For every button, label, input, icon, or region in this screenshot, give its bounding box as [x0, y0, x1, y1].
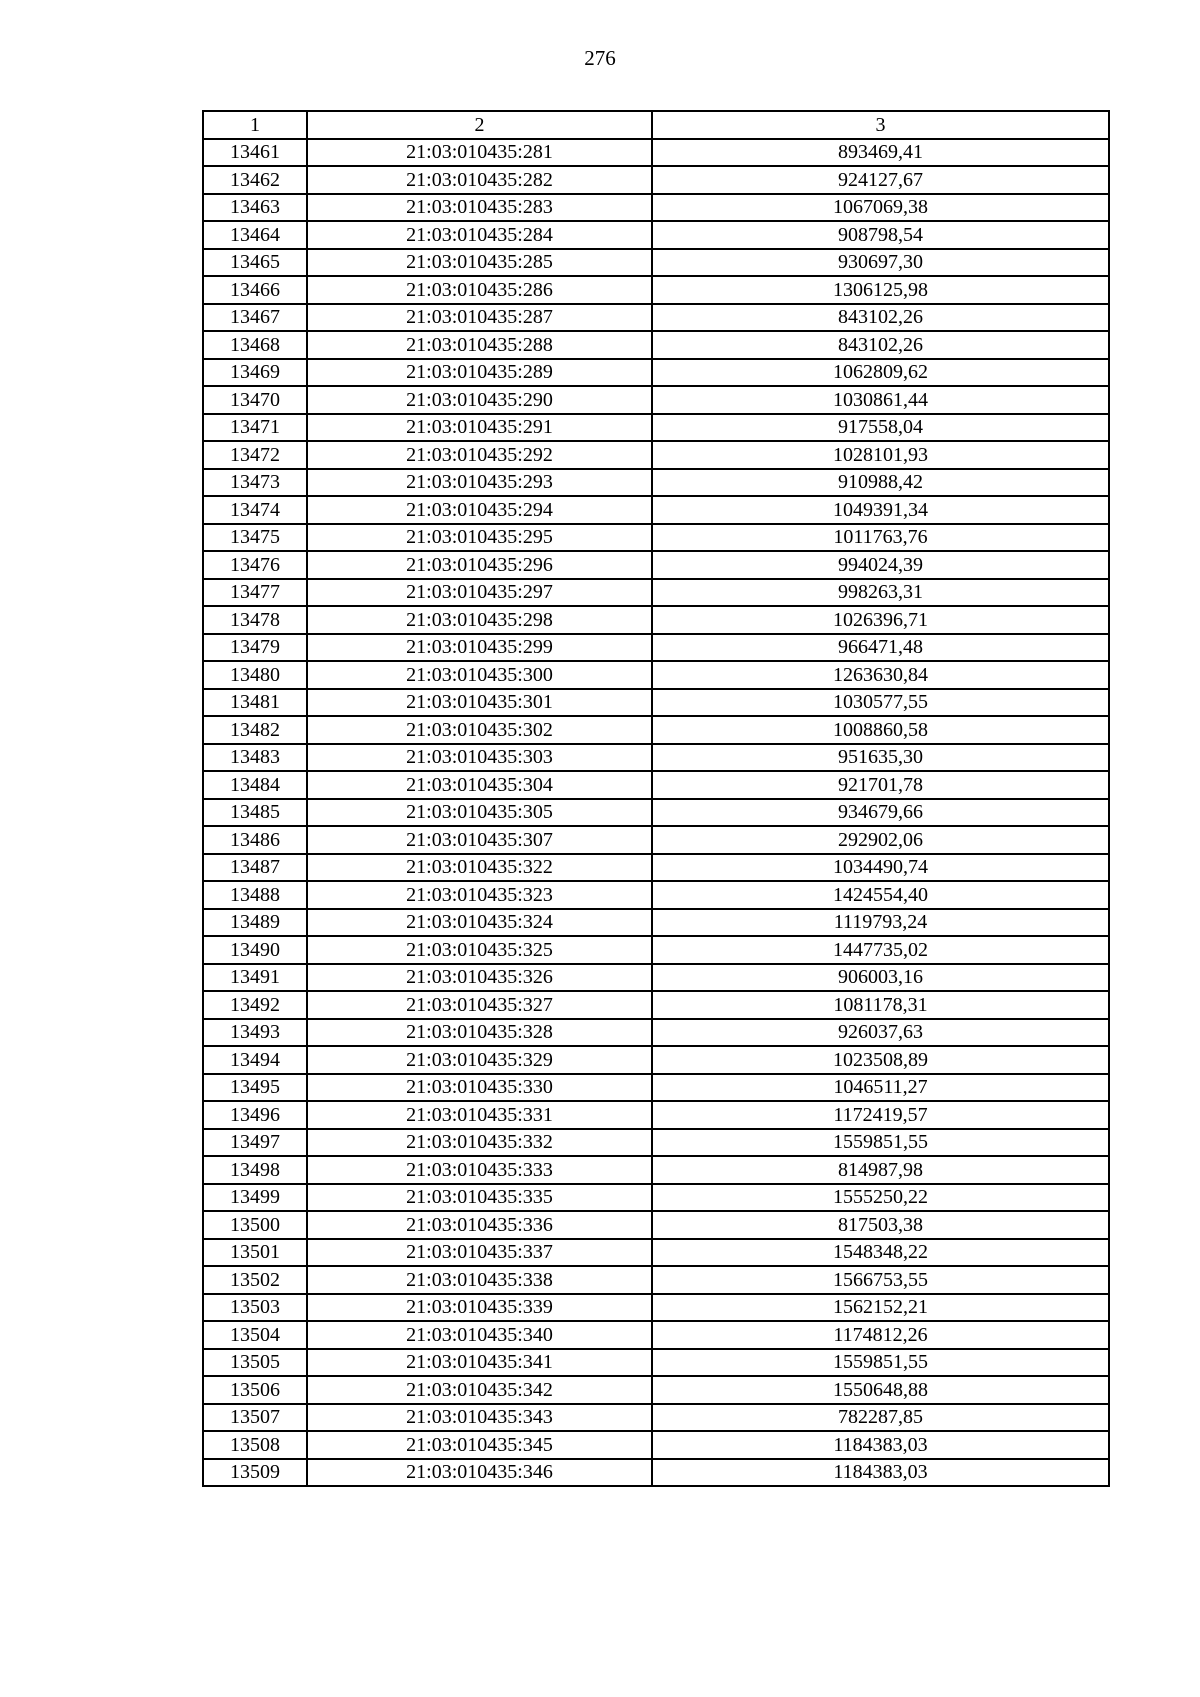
row-number-cell: 13501: [203, 1239, 307, 1267]
table-row: [203, 469, 1109, 497]
cadastral-number-cell: 21:03:010435:286: [307, 276, 652, 304]
cadastral-number-cell: 21:03:010435:307: [307, 826, 652, 854]
row-number-cell: 13509: [203, 1459, 307, 1487]
row-number-cell: 13490: [203, 936, 307, 964]
cadastral-number-cell: 21:03:010435:336: [307, 1211, 652, 1239]
table-row: [203, 194, 1109, 222]
value-cell: 1026396,71: [652, 606, 1109, 634]
row-number-cell: 13495: [203, 1074, 307, 1102]
value-cell: 1306125,98: [652, 276, 1109, 304]
row-number-cell: 13461: [203, 139, 307, 167]
cadastral-number-cell: 21:03:010435:302: [307, 716, 652, 744]
value-cell: 1023508,89: [652, 1046, 1109, 1074]
row-number-cell: 13473: [203, 469, 307, 497]
row-number-cell: 13469: [203, 359, 307, 387]
table-row: [203, 1404, 1109, 1432]
value-cell: 1559851,55: [652, 1349, 1109, 1377]
table-row: [203, 441, 1109, 469]
cadastral-number-cell: 21:03:010435:340: [307, 1321, 652, 1349]
table-body: [203, 139, 1109, 1487]
table-row: [203, 1349, 1109, 1377]
value-cell: 924127,67: [652, 166, 1109, 194]
table-row: [203, 1211, 1109, 1239]
page-number: 276: [584, 46, 616, 70]
value-cell: 817503,38: [652, 1211, 1109, 1239]
row-number-cell: 13488: [203, 881, 307, 909]
table-header: [203, 111, 1109, 139]
table-row: [203, 634, 1109, 662]
row-number-cell: 13474: [203, 496, 307, 524]
value-cell: 1008860,58: [652, 716, 1109, 744]
row-number-cell: 13500: [203, 1211, 307, 1239]
row-number-cell: 13476: [203, 551, 307, 579]
value-cell: 951635,30: [652, 744, 1109, 772]
table-row: [203, 799, 1109, 827]
row-number-cell: 13478: [203, 606, 307, 634]
cadastral-number-cell: 21:03:010435:346: [307, 1459, 652, 1487]
table-row: [203, 1459, 1109, 1487]
cadastral-number-cell: 21:03:010435:293: [307, 469, 652, 497]
row-number-cell: 13493: [203, 1019, 307, 1047]
table-row: [203, 771, 1109, 799]
header-col-2: 2: [307, 111, 652, 139]
row-number-cell: 13494: [203, 1046, 307, 1074]
row-number-cell: 13487: [203, 854, 307, 882]
header-col-1: 1: [203, 111, 307, 139]
value-cell: 998263,31: [652, 579, 1109, 607]
table-row: [203, 716, 1109, 744]
cadastral-number-cell: 21:03:010435:335: [307, 1184, 652, 1212]
table-row: [203, 139, 1109, 167]
value-cell: 1184383,03: [652, 1459, 1109, 1487]
row-number-cell: 13492: [203, 991, 307, 1019]
cadastral-number-cell: 21:03:010435:301: [307, 689, 652, 717]
row-number-cell: 13496: [203, 1101, 307, 1129]
value-cell: 843102,26: [652, 331, 1109, 359]
row-number-cell: 13477: [203, 579, 307, 607]
value-cell: 1174812,26: [652, 1321, 1109, 1349]
table-row: [203, 524, 1109, 552]
cadastral-number-cell: 21:03:010435:291: [307, 414, 652, 442]
value-cell: 1263630,84: [652, 661, 1109, 689]
row-number-cell: 13507: [203, 1404, 307, 1432]
cadastral-number-cell: 21:03:010435:285: [307, 249, 652, 277]
value-cell: 893469,41: [652, 139, 1109, 167]
cadastral-number-cell: 21:03:010435:329: [307, 1046, 652, 1074]
row-number-cell: 13480: [203, 661, 307, 689]
row-number-cell: 13491: [203, 964, 307, 992]
cadastral-number-cell: 21:03:010435:281: [307, 139, 652, 167]
table-row: [203, 744, 1109, 772]
table-row: [203, 386, 1109, 414]
row-number-cell: 13471: [203, 414, 307, 442]
row-number-cell: 13505: [203, 1349, 307, 1377]
row-number-cell: 13467: [203, 304, 307, 332]
header-col-3: 3: [652, 111, 1109, 139]
row-number-cell: 13506: [203, 1376, 307, 1404]
value-cell: 1030577,55: [652, 689, 1109, 717]
value-cell: 782287,85: [652, 1404, 1109, 1432]
row-number-cell: 13486: [203, 826, 307, 854]
table-row: [203, 1376, 1109, 1404]
cadastral-number-cell: 21:03:010435:337: [307, 1239, 652, 1267]
row-number-cell: 13463: [203, 194, 307, 222]
value-cell: 1548348,22: [652, 1239, 1109, 1267]
table-row: [203, 304, 1109, 332]
cadastral-number-cell: 21:03:010435:287: [307, 304, 652, 332]
cadastral-number-cell: 21:03:010435:290: [307, 386, 652, 414]
value-cell: 1447735,02: [652, 936, 1109, 964]
table-row: [203, 826, 1109, 854]
cadastral-number-cell: 21:03:010435:299: [307, 634, 652, 662]
table-row: [203, 881, 1109, 909]
header-row: [203, 111, 1109, 139]
cadastral-number-cell: 21:03:010435:331: [307, 1101, 652, 1129]
cadastral-number-cell: 21:03:010435:282: [307, 166, 652, 194]
table-row: [203, 1321, 1109, 1349]
table-row: [203, 249, 1109, 277]
value-cell: 1566753,55: [652, 1266, 1109, 1294]
value-cell: 910988,42: [652, 469, 1109, 497]
value-cell: 1550648,88: [652, 1376, 1109, 1404]
table-row: [203, 909, 1109, 937]
cadastral-number-cell: 21:03:010435:345: [307, 1431, 652, 1459]
cadastral-number-cell: 21:03:010435:284: [307, 221, 652, 249]
value-cell: 1119793,24: [652, 909, 1109, 937]
row-number-cell: 13466: [203, 276, 307, 304]
row-number-cell: 13498: [203, 1156, 307, 1184]
table-row: [203, 276, 1109, 304]
table-row: [203, 496, 1109, 524]
registry-table: [202, 110, 1110, 1487]
value-cell: 1011763,76: [652, 524, 1109, 552]
value-cell: 1034490,74: [652, 854, 1109, 882]
cadastral-number-cell: 21:03:010435:300: [307, 661, 652, 689]
table-row: [203, 1239, 1109, 1267]
value-cell: 906003,16: [652, 964, 1109, 992]
value-cell: 1046511,27: [652, 1074, 1109, 1102]
cadastral-number-cell: 21:03:010435:333: [307, 1156, 652, 1184]
cadastral-number-cell: 21:03:010435:330: [307, 1074, 652, 1102]
table-row: [203, 1019, 1109, 1047]
table-row: [203, 991, 1109, 1019]
value-cell: 1562152,21: [652, 1294, 1109, 1322]
cadastral-number-cell: 21:03:010435:298: [307, 606, 652, 634]
cadastral-number-cell: 21:03:010435:324: [307, 909, 652, 937]
row-number-cell: 13468: [203, 331, 307, 359]
cadastral-number-cell: 21:03:010435:288: [307, 331, 652, 359]
cadastral-number-cell: 21:03:010435:326: [307, 964, 652, 992]
value-cell: 1559851,55: [652, 1129, 1109, 1157]
cadastral-number-cell: 21:03:010435:327: [307, 991, 652, 1019]
table-row: [203, 1046, 1109, 1074]
table-row: [203, 551, 1109, 579]
table-row: [203, 854, 1109, 882]
table-row: [203, 1431, 1109, 1459]
table-row: [203, 689, 1109, 717]
value-cell: 934679,66: [652, 799, 1109, 827]
value-cell: 1028101,93: [652, 441, 1109, 469]
value-cell: 994024,39: [652, 551, 1109, 579]
table-row: [203, 359, 1109, 387]
row-number-cell: 13502: [203, 1266, 307, 1294]
table-row: [203, 1156, 1109, 1184]
value-cell: 1172419,57: [652, 1101, 1109, 1129]
row-number-cell: 13489: [203, 909, 307, 937]
table-row: [203, 579, 1109, 607]
cadastral-number-cell: 21:03:010435:323: [307, 881, 652, 909]
value-cell: 930697,30: [652, 249, 1109, 277]
cadastral-number-cell: 21:03:010435:339: [307, 1294, 652, 1322]
value-cell: 921701,78: [652, 771, 1109, 799]
value-cell: 1081178,31: [652, 991, 1109, 1019]
row-number-cell: 13479: [203, 634, 307, 662]
row-number-cell: 13481: [203, 689, 307, 717]
cadastral-number-cell: 21:03:010435:325: [307, 936, 652, 964]
cadastral-number-cell: 21:03:010435:289: [307, 359, 652, 387]
value-cell: 966471,48: [652, 634, 1109, 662]
value-cell: 1030861,44: [652, 386, 1109, 414]
row-number-cell: 13504: [203, 1321, 307, 1349]
cadastral-number-cell: 21:03:010435:332: [307, 1129, 652, 1157]
table-row: [203, 1184, 1109, 1212]
cadastral-number-cell: 21:03:010435:294: [307, 496, 652, 524]
table-row: [203, 221, 1109, 249]
cadastral-number-cell: 21:03:010435:342: [307, 1376, 652, 1404]
value-cell: 1062809,62: [652, 359, 1109, 387]
table-row: [203, 936, 1109, 964]
row-number-cell: 13483: [203, 744, 307, 772]
cadastral-number-cell: 21:03:010435:303: [307, 744, 652, 772]
table-row: [203, 661, 1109, 689]
row-number-cell: 13464: [203, 221, 307, 249]
row-number-cell: 13499: [203, 1184, 307, 1212]
value-cell: 1555250,22: [652, 1184, 1109, 1212]
cadastral-number-cell: 21:03:010435:297: [307, 579, 652, 607]
cadastral-number-cell: 21:03:010435:292: [307, 441, 652, 469]
row-number-cell: 13465: [203, 249, 307, 277]
cadastral-number-cell: 21:03:010435:343: [307, 1404, 652, 1432]
row-number-cell: 13470: [203, 386, 307, 414]
cadastral-number-cell: 21:03:010435:295: [307, 524, 652, 552]
value-cell: 917558,04: [652, 414, 1109, 442]
cadastral-number-cell: 21:03:010435:296: [307, 551, 652, 579]
row-number-cell: 13508: [203, 1431, 307, 1459]
value-cell: 1067069,38: [652, 194, 1109, 222]
value-cell: 814987,98: [652, 1156, 1109, 1184]
value-cell: 292902,06: [652, 826, 1109, 854]
row-number-cell: 13503: [203, 1294, 307, 1322]
cadastral-number-cell: 21:03:010435:305: [307, 799, 652, 827]
row-number-cell: 13484: [203, 771, 307, 799]
table-row: [203, 166, 1109, 194]
value-cell: 1424554,40: [652, 881, 1109, 909]
cadastral-number-cell: 21:03:010435:322: [307, 854, 652, 882]
table-row: [203, 964, 1109, 992]
table-row: [203, 1294, 1109, 1322]
row-number-cell: 13462: [203, 166, 307, 194]
value-cell: 1049391,34: [652, 496, 1109, 524]
table-row: [203, 1129, 1109, 1157]
row-number-cell: 13475: [203, 524, 307, 552]
cadastral-number-cell: 21:03:010435:283: [307, 194, 652, 222]
value-cell: 926037,63: [652, 1019, 1109, 1047]
row-number-cell: 13472: [203, 441, 307, 469]
table-row: [203, 606, 1109, 634]
cadastral-number-cell: 21:03:010435:341: [307, 1349, 652, 1377]
value-cell: 908798,54: [652, 221, 1109, 249]
value-cell: 1184383,03: [652, 1431, 1109, 1459]
table-row: [203, 1266, 1109, 1294]
row-number-cell: 13497: [203, 1129, 307, 1157]
table-row: [203, 331, 1109, 359]
value-cell: 843102,26: [652, 304, 1109, 332]
cadastral-number-cell: 21:03:010435:328: [307, 1019, 652, 1047]
row-number-cell: 13485: [203, 799, 307, 827]
table-row: [203, 1101, 1109, 1129]
cadastral-number-cell: 21:03:010435:304: [307, 771, 652, 799]
cadastral-number-cell: 21:03:010435:338: [307, 1266, 652, 1294]
table-row: [203, 1074, 1109, 1102]
row-number-cell: 13482: [203, 716, 307, 744]
table-row: [203, 414, 1109, 442]
